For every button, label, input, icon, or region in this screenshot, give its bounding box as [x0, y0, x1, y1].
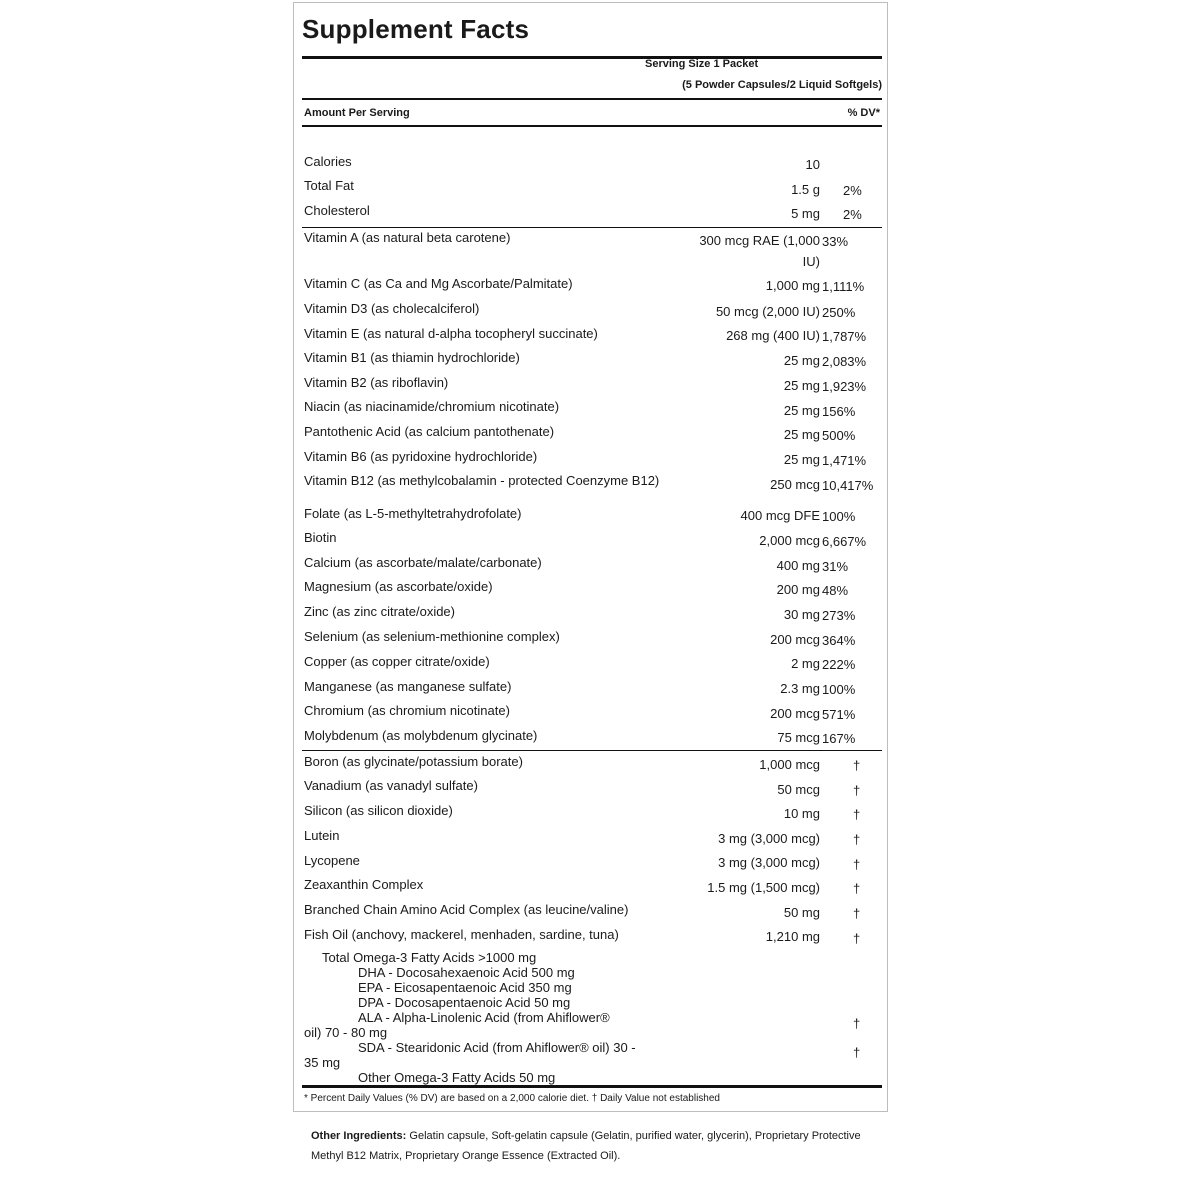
nutrient-dv: 1,111% [822, 279, 865, 294]
nutrient-dv: 10,417% [822, 478, 874, 493]
nutrient-name: Total Fat [304, 178, 354, 193]
serving-size-detail: (5 Powder Capsules/2 Liquid Softgels) [682, 79, 882, 91]
nutrient-amount: 200 mg [776, 582, 820, 597]
nutrient-dv: † [853, 832, 861, 847]
footnote: * Percent Daily Values (% DV) are based on a 2,000 calorie diet. † Daily Value not established [304, 1093, 720, 1104]
section-divider [302, 750, 882, 751]
nutrient-name: Vitamin C (as Ca and Mg Ascorbate/Palmitate) [304, 276, 573, 291]
nutrient-dv: † [853, 758, 861, 773]
nutrient-amount: 1.5 mg (1,500 mcg) [707, 880, 820, 895]
nutrient-name: Silicon (as silicon dioxide) [304, 803, 453, 818]
nutrient-name: Vitamin D3 (as cholecalciferol) [304, 301, 480, 316]
nutrient-dv: † [853, 807, 861, 822]
nutrient-amount: 300 mcg RAE (1,000 IU) [699, 233, 820, 269]
sda-dv: † [853, 1045, 861, 1060]
nutrient-dv: † [853, 783, 861, 798]
nutrient-amount: 2.3 mg [780, 681, 820, 696]
nutrient-amount: 50 mcg [777, 782, 820, 797]
nutrient-amount: 50 mg [783, 905, 820, 920]
nutrient-dv: 364% [822, 633, 856, 648]
other-omega3-line: Other Omega-3 Fatty Acids 50 mg [358, 1070, 556, 1085]
nutrient-name: Vitamin B1 (as thiamin hydrochloride) [304, 350, 520, 365]
top-thick-rule [302, 56, 882, 59]
nutrient-amount: 2,000 mcg [759, 533, 820, 548]
nutrient-name: Calcium (as ascorbate/malate/carbonate) [304, 555, 542, 570]
nutrient-name: Vitamin B6 (as pyridoxine hydrochloride) [304, 449, 538, 464]
ala-line-2: oil) 70 - 80 mg [304, 1025, 388, 1040]
nutrient-dv: 2% [843, 183, 862, 198]
nutrient-name: Selenium (as selenium-methionine complex) [304, 629, 560, 644]
dha-line: DHA - Docosahexaenoic Acid 500 mg [358, 965, 575, 980]
nutrient-name: Biotin [304, 530, 337, 545]
nutrient-amount: 25 mg [783, 452, 820, 467]
section-divider [302, 227, 882, 228]
nutrient-dv: 250% [822, 305, 856, 320]
nutrient-amount: 75 mcg [777, 730, 820, 745]
nutrient-dv: 2,083% [822, 354, 867, 369]
nutrient-dv: 2% [843, 207, 862, 222]
nutrient-dv: 1,923% [822, 379, 867, 394]
nutrient-name: Chromium (as chromium nicotinate) [304, 703, 510, 718]
nutrient-amount: 25 mg [783, 403, 820, 418]
nutrient-dv: 500% [822, 428, 856, 443]
daily-value-header: % DV* [847, 107, 880, 119]
nutrient-amount: 250 mcg [770, 477, 820, 492]
nutrient-amount: 200 mcg [770, 706, 820, 721]
nutrient-amount: 400 mcg DFE [740, 508, 820, 523]
ala-line-1: ALA - Alpha-Linolenic Acid (from Ahiflower® [358, 1010, 610, 1025]
nutrient-dv: 6,667% [822, 534, 867, 549]
nutrient-amount: 268 mg (400 IU) [726, 328, 820, 343]
nutrient-amount: 5 mg [791, 206, 820, 221]
nutrient-dv: † [853, 906, 861, 921]
nutrient-amount: 3 mg (3,000 mcg) [718, 831, 820, 846]
nutrient-name: Niacin (as niacinamide/chromium nicotinate) [304, 399, 560, 414]
amount-per-serving-header: Amount Per Serving [304, 107, 410, 119]
panel-title: Supplement Facts [302, 14, 530, 44]
nutrient-dv: † [853, 931, 861, 946]
nutrient-amount: 1.5 g [791, 182, 820, 197]
nutrient-amount: 30 mg [783, 607, 820, 622]
epa-line: EPA - Eicosapentaenoic Acid 350 mg [358, 980, 572, 995]
nutrient-amount: 10 [805, 157, 820, 172]
nutrient-amount: 400 mg [776, 558, 820, 573]
nutrient-name: Vitamin B2 (as riboflavin) [304, 375, 449, 390]
header-rule [302, 125, 882, 127]
nutrient-amount: 25 mg [783, 378, 820, 393]
nutrient-name: Zinc (as zinc citrate/oxide) [304, 604, 455, 619]
nutrient-dv: 1,471% [822, 453, 867, 468]
nutrient-name: Cholesterol [304, 203, 370, 218]
serving-rule [302, 98, 882, 100]
nutrient-name: Copper (as copper citrate/oxide) [304, 654, 490, 669]
sda-line-2: 35 mg [304, 1055, 341, 1070]
nutrient-dv: 48% [822, 583, 849, 598]
nutrient-amount: 1,000 mcg [759, 757, 820, 772]
nutrient-name: Branched Chain Amino Acid Complex (as leucine/valine) [304, 902, 629, 917]
bottom-thick-rule [302, 1085, 882, 1088]
nutrient-dv: 100% [822, 682, 856, 697]
dpa-line: DPA - Docosapentaenoic Acid 50 mg [358, 995, 571, 1010]
nutrient-dv: 1,787% [822, 329, 867, 344]
nutrient-amount: 1,210 mg [765, 929, 820, 944]
serving-size: Serving Size 1 Packet [645, 58, 759, 70]
nutrient-dv: 31% [822, 559, 849, 574]
nutrient-amount: 50 mcg (2,000 IU) [715, 304, 820, 319]
ala-dv: † [853, 1016, 861, 1031]
sda-line-1: SDA - Stearidonic Acid (from Ahiflower® oil) 30 - [358, 1040, 636, 1055]
nutrient-dv: 571% [822, 707, 856, 722]
nutrient-amount: 25 mg [783, 353, 820, 368]
nutrient-amount: 2 mg [791, 656, 820, 671]
nutrient-name: Molybdenum (as molybdenum glycinate) [304, 728, 538, 743]
nutrient-dv: 222% [822, 657, 856, 672]
other-ingredients-text: Gelatin capsule, Soft-gelatin capsule (Gelatin, purified water, glycerin), Proprietary Protective Methyl B12 Matrix, Proprietary Orange Essence (Extracted Oil). [311, 1130, 861, 1162]
nutrient-name: Manganese (as manganese sulfate) [304, 679, 512, 694]
nutrient-name: Lutein [304, 828, 340, 843]
nutrient-amount: 1,000 mg [765, 278, 820, 293]
nutrient-name: Vitamin B12 (as methylcobalamin - protected Coenzyme B12) [304, 473, 660, 488]
nutrient-name: Pantothenic Acid (as calcium pantothenate) [304, 424, 555, 439]
nutrient-dv: 33% [822, 234, 849, 249]
nutrient-dv: 273% [822, 608, 856, 623]
nutrient-name: Fish Oil (anchovy, mackerel, menhaden, sardine, tuna) [304, 927, 619, 942]
nutrient-name: Magnesium (as ascorbate/oxide) [304, 579, 493, 594]
nutrient-name: Vanadium (as vanadyl sulfate) [304, 778, 478, 793]
nutrient-name: Zeaxanthin Complex [304, 877, 424, 892]
nutrient-name: Vitamin E (as natural d-alpha tocopheryl succinate) [304, 326, 598, 341]
nutrient-dv: † [853, 857, 861, 872]
other-ingredients-label: Other Ingredients: [311, 1130, 407, 1142]
nutrient-amount: 10 mg [783, 806, 820, 821]
nutrient-amount: 200 mcg [770, 632, 820, 647]
total-omega3-line: Total Omega-3 Fatty Acids >1000 mg [322, 950, 537, 965]
nutrient-dv: 100% [822, 509, 856, 524]
nutrient-name: Lycopene [304, 853, 360, 868]
nutrient-amount: 25 mg [783, 427, 820, 442]
nutrient-name: Calories [304, 154, 352, 169]
nutrient-dv: † [853, 881, 861, 896]
nutrient-dv: 156% [822, 404, 856, 419]
nutrient-amount: 3 mg (3,000 mcg) [718, 855, 820, 870]
nutrient-name: Boron (as glycinate/potassium borate) [304, 754, 523, 769]
nutrient-name: Folate (as L-5-methyltetrahydrofolate) [304, 506, 522, 521]
nutrient-name: Vitamin A (as natural beta carotene) [304, 230, 511, 245]
nutrient-dv: 167% [822, 731, 856, 746]
other-ingredients [311, 1126, 871, 1166]
